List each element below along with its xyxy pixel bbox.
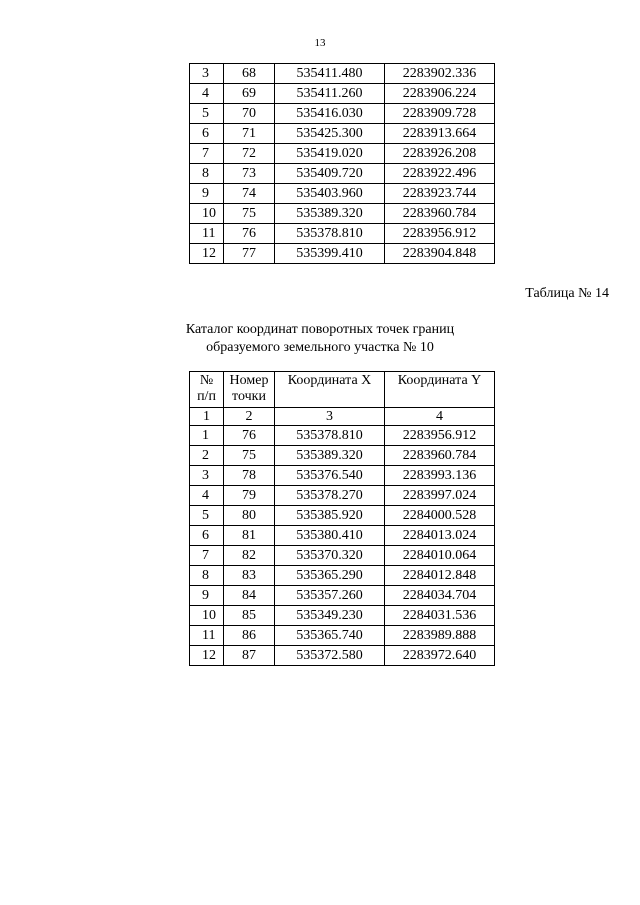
coordinate-y-cell: 2284012.848 xyxy=(385,566,495,586)
point-number-cell: 76 xyxy=(224,224,275,244)
coordinate-x-cell: 535378.810 xyxy=(275,426,385,446)
table-row xyxy=(190,426,495,446)
row-number-cell: 6 xyxy=(190,526,224,546)
coordinate-x-cell: 535409.720 xyxy=(275,164,385,184)
table-row xyxy=(190,646,495,666)
point-number-cell: 87 xyxy=(224,646,275,666)
row-number-cell: 4 xyxy=(190,486,224,506)
table-row xyxy=(190,244,495,264)
table-row xyxy=(190,144,495,164)
point-number-cell: 75 xyxy=(224,204,275,224)
coordinate-y-cell: 2284000.528 xyxy=(385,506,495,526)
row-number-cell: 12 xyxy=(190,244,224,264)
header-coordinate-x: Координата X xyxy=(275,372,385,408)
point-number-cell: 78 xyxy=(224,466,275,486)
header-point-number xyxy=(224,372,275,408)
coordinate-y-cell: 2283997.024 xyxy=(385,486,495,506)
point-number-cell: 73 xyxy=(224,164,275,184)
catalog-title-line-1: Каталог координат поворотных точек границ xyxy=(185,322,455,337)
row-number-cell: 9 xyxy=(190,586,224,606)
table-row xyxy=(190,124,495,144)
point-number-cell: 69 xyxy=(224,84,275,104)
coordinate-y-cell: 2283902.336 xyxy=(385,64,495,84)
point-number-cell: 85 xyxy=(224,606,275,626)
table-number-label: Таблица № 14 xyxy=(525,286,609,301)
row-number-cell: 12 xyxy=(190,646,224,666)
coordinate-y-cell: 2283960.784 xyxy=(385,446,495,466)
table-row xyxy=(190,486,495,506)
coordinate-x-cell: 535425.300 xyxy=(275,124,385,144)
coordinate-x-cell: 535389.320 xyxy=(275,204,385,224)
coordinate-x-cell: 535411.260 xyxy=(275,84,385,104)
coordinate-x-cell: 535416.030 xyxy=(275,104,385,124)
coordinate-x-cell: 535385.920 xyxy=(275,506,385,526)
coordinate-y-cell: 2283923.744 xyxy=(385,184,495,204)
coordinate-x-cell: 535378.270 xyxy=(275,486,385,506)
coordinate-x-cell: 535357.260 xyxy=(275,586,385,606)
table-row xyxy=(190,586,495,606)
row-number-cell: 2 xyxy=(190,446,224,466)
catalog-table-header xyxy=(190,372,495,408)
header-point-number-line-2: точки xyxy=(232,389,266,404)
column-number-row xyxy=(190,408,495,426)
point-number-cell: 79 xyxy=(224,486,275,506)
table-row xyxy=(190,606,495,626)
coordinate-y-cell: 2283904.848 xyxy=(385,244,495,264)
coordinate-x-cell: 535365.290 xyxy=(275,566,385,586)
header-row-number xyxy=(190,372,224,408)
column-number-4: 4 xyxy=(385,408,495,426)
table-row xyxy=(190,104,495,124)
row-number-cell: 1 xyxy=(190,426,224,446)
catalog-title-line-2: образуемого земельного участка № 10 xyxy=(206,340,434,355)
row-number-cell: 10 xyxy=(190,204,224,224)
row-number-cell: 6 xyxy=(190,124,224,144)
coordinate-y-cell: 2283913.664 xyxy=(385,124,495,144)
coordinate-x-cell: 535365.740 xyxy=(275,626,385,646)
column-number-1: 1 xyxy=(190,408,224,426)
catalog-title xyxy=(0,321,640,357)
table-row xyxy=(190,466,495,486)
point-number-cell: 70 xyxy=(224,104,275,124)
row-number-cell: 8 xyxy=(190,566,224,586)
point-number-cell: 82 xyxy=(224,546,275,566)
coordinate-y-cell: 2283922.496 xyxy=(385,164,495,184)
row-number-cell: 11 xyxy=(190,224,224,244)
coordinate-y-cell: 2283926.208 xyxy=(385,144,495,164)
row-number-cell: 3 xyxy=(190,64,224,84)
coordinate-x-cell: 535370.320 xyxy=(275,546,385,566)
column-number-2: 2 xyxy=(224,408,275,426)
coordinate-x-cell: 535419.020 xyxy=(275,144,385,164)
row-number-cell: 7 xyxy=(190,144,224,164)
point-number-cell: 81 xyxy=(224,526,275,546)
point-number-cell: 86 xyxy=(224,626,275,646)
table-row xyxy=(190,446,495,466)
coordinate-y-cell: 2283909.728 xyxy=(385,104,495,124)
point-number-cell: 77 xyxy=(224,244,275,264)
coordinate-y-cell: 2284034.704 xyxy=(385,586,495,606)
header-point-number-line-1: Номер xyxy=(229,373,269,388)
coordinate-x-cell: 535403.960 xyxy=(275,184,385,204)
coordinate-x-cell: 535411.480 xyxy=(275,64,385,84)
coordinate-y-cell: 2283956.912 xyxy=(385,224,495,244)
row-number-cell: 10 xyxy=(190,606,224,626)
point-number-cell: 68 xyxy=(224,64,275,84)
coordinate-x-cell: 535380.410 xyxy=(275,526,385,546)
coordinate-y-cell: 2283956.912 xyxy=(385,426,495,446)
header-row-number-line-1: № xyxy=(199,373,214,388)
header-coordinate-y: Координата Y xyxy=(385,372,495,408)
table-row xyxy=(190,164,495,184)
point-number-cell: 74 xyxy=(224,184,275,204)
column-number-3: 3 xyxy=(275,408,385,426)
coordinate-x-cell: 535349.230 xyxy=(275,606,385,626)
coordinates-table-continued xyxy=(189,63,495,264)
coordinate-x-cell: 535376.540 xyxy=(275,466,385,486)
row-number-cell: 7 xyxy=(190,546,224,566)
row-number-cell: 5 xyxy=(190,104,224,124)
row-number-cell: 9 xyxy=(190,184,224,204)
table-row xyxy=(190,566,495,586)
coordinate-y-cell: 2283989.888 xyxy=(385,626,495,646)
row-number-cell: 4 xyxy=(190,84,224,104)
point-number-cell: 75 xyxy=(224,446,275,466)
header-row-number-line-2: п/п xyxy=(197,389,216,404)
coordinate-x-cell: 535399.410 xyxy=(275,244,385,264)
coordinates-catalog-table xyxy=(189,371,495,666)
row-number-cell: 11 xyxy=(190,626,224,646)
page-number: 13 xyxy=(314,37,326,49)
point-number-cell: 84 xyxy=(224,586,275,606)
point-number-cell: 72 xyxy=(224,144,275,164)
table-row xyxy=(190,84,495,104)
point-number-cell: 80 xyxy=(224,506,275,526)
point-number-cell: 71 xyxy=(224,124,275,144)
table-row xyxy=(190,184,495,204)
coordinate-y-cell: 2283960.784 xyxy=(385,204,495,224)
coordinate-y-cell: 2283993.136 xyxy=(385,466,495,486)
header-row xyxy=(190,372,495,408)
point-number-cell: 83 xyxy=(224,566,275,586)
coordinate-y-cell: 2284013.024 xyxy=(385,526,495,546)
coordinates-table-body xyxy=(190,64,495,264)
table-row xyxy=(190,506,495,526)
coordinate-x-cell: 535389.320 xyxy=(275,446,385,466)
coordinate-y-cell: 2284010.064 xyxy=(385,546,495,566)
coordinate-y-cell: 2283972.640 xyxy=(385,646,495,666)
table-row xyxy=(190,526,495,546)
table-row xyxy=(190,204,495,224)
catalog-table-body xyxy=(190,408,495,666)
table-row xyxy=(190,626,495,646)
row-number-cell: 5 xyxy=(190,506,224,526)
table-row xyxy=(190,546,495,566)
table-row xyxy=(190,64,495,84)
table-row xyxy=(190,224,495,244)
row-number-cell: 8 xyxy=(190,164,224,184)
coordinate-y-cell: 2284031.536 xyxy=(385,606,495,626)
coordinate-y-cell: 2283906.224 xyxy=(385,84,495,104)
coordinate-x-cell: 535378.810 xyxy=(275,224,385,244)
point-number-cell: 76 xyxy=(224,426,275,446)
row-number-cell: 3 xyxy=(190,466,224,486)
coordinate-x-cell: 535372.580 xyxy=(275,646,385,666)
